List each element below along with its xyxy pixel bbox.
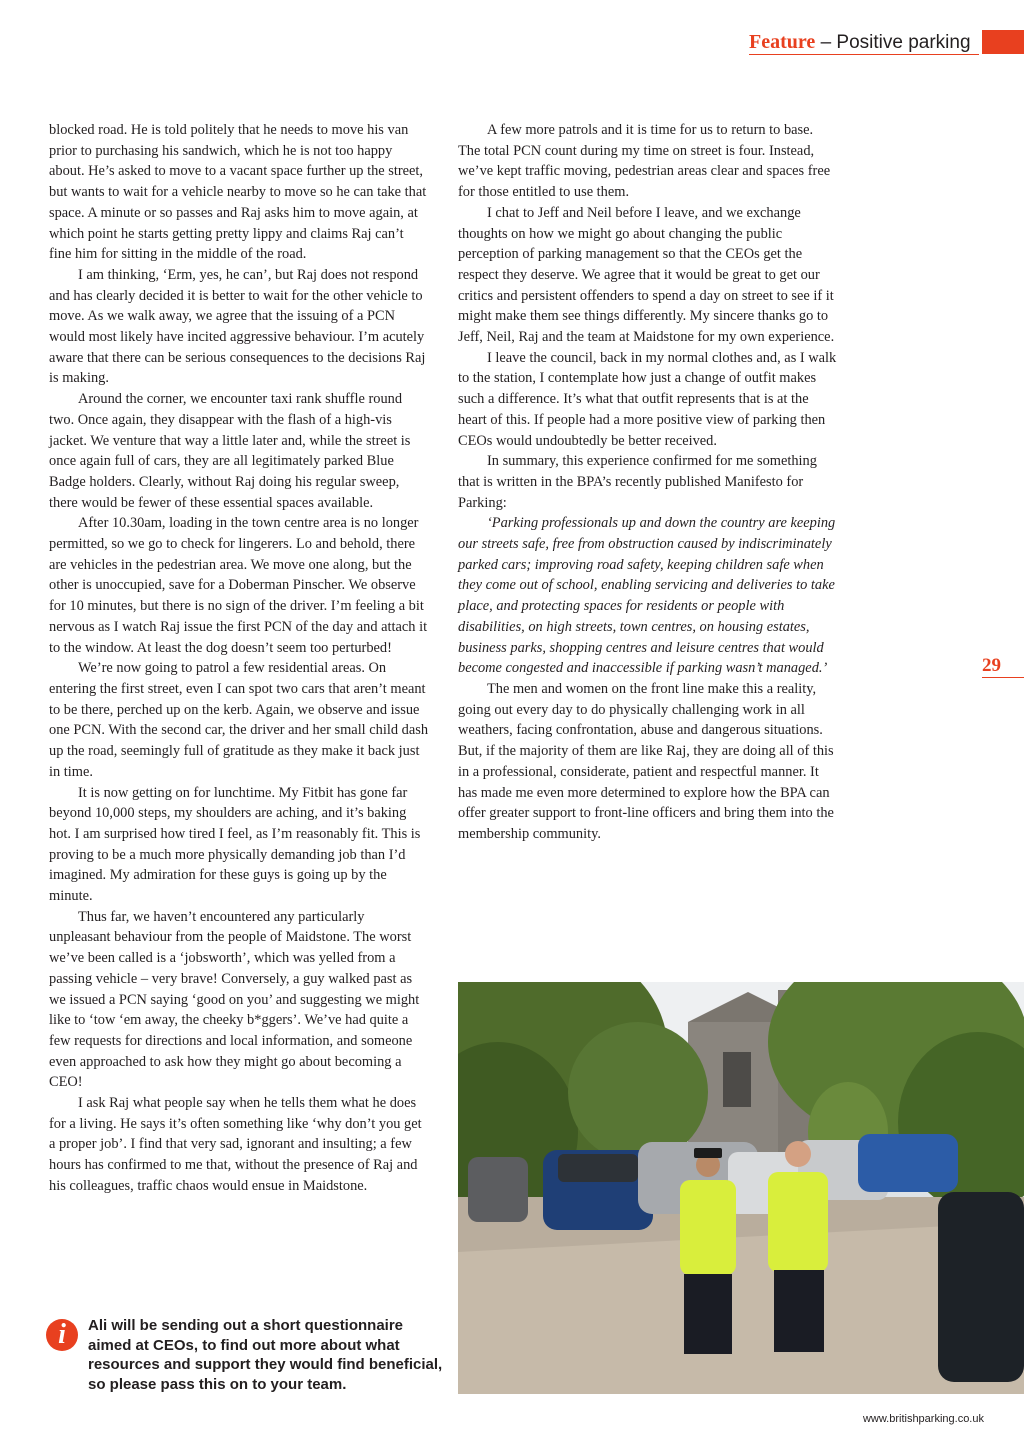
paragraph: I chat to Jeff and Neil before I leave, and we exchange thoughts on how we might go about changing the public perception of parking management so that the CEOs get the respect they deserve. We agree that it would be great to get our critics and persistent offenders to spend a day on street to see if it might make them see things differently. My sincere thanks go to Jeff, Neil, Raj and the team at Maidstone for my own experience. [458, 204, 835, 346]
paragraph: I leave the council, back in my normal clothes and, as I walk to the station, I contemplate how just a change of outfit makes such a difference. It’s what that outfit represents that is at the heart of this. If people had a more positive view of parking then CEOs would undoubtedly be better received. [458, 349, 837, 449]
manifesto-quote: ‘Parking professionals up and down the country are keeping our streets safe, free from obstruction caused by indiscriminately parked cars; improving road safety, keeping children safe when they come out of school, enabling servicing and deliveries to take place, and protecting spaces for residents or people with disabilities, on high streets, town centres, on housing estates, business parks, shopping centres and leisure centres that would become congested and inaccessible if parking wasn’t managed.’ [458, 515, 836, 677]
article-column-right [458, 120, 838, 845]
info-text: Ali will be sending out a short questionnaire aimed at CEOs, to find out more about what resources and support they would find beneficial, so please pass this on to your team. [88, 1317, 443, 1393]
paragraph: blocked road. He is told politely that he needs to move his van prior to purchasing his sandwich, which he is not too happy about. He’s asked to move to a vacant space further up the street, but wants to wait for a vehicle nearby to move so he can take that space. A minute or so passes and Raj asks him to move again, at which point he starts getting pretty lippy and claims Raj can’t fine him for sitting in the middle of the road. [49, 122, 427, 263]
section-kicker: Feature [749, 31, 816, 53]
article-photo [458, 982, 1024, 1394]
paragraph: I ask Raj what people say when he tells them what he does for a living. He says it’s often something like ‘why don’t you get a proper job’. I find that very sad, ignorant and insulting; a few hours has confirmed to me that, without the presence of Raj and his colleagues, traffic chaos would ensue in Maidstone. [49, 1095, 422, 1194]
paragraph: In summary, this experience confirmed for me something that is written in the BPA’s recently published Manifesto for Parking: [458, 453, 817, 511]
paragraph: Around the corner, we encounter taxi rank shuffle round two. Once again, they disappear with the flash of a high-vis jacket. We venture that way a little later and, while the street is once again full of cars, they are all legitimately parked Blue Badge holders. Clearly, without Raj doing his regular sweep, there would be fewer of these essential spaces available. [49, 391, 411, 511]
info-icon: i [46, 1319, 78, 1351]
page-header [749, 30, 979, 55]
paragraph: The men and women on the front line make this a reality, going out every day to do physically challenging work in all weathers, facing confrontation, abuse and dangerous situations. But, if the majority of them are like Raj, they are doing all of this in a professional, considerate, patient and respectful manner. It has made me even more determined to explore how the BPA can offer greater support to front-line officers and bring them into the membership community. [458, 680, 834, 842]
article-column-left [49, 120, 429, 1197]
paragraph: We’re now going to patrol a few residential areas. On entering the first street, even I can spot two cars that aren’t meant to be there, perched up on the kerb. Again, we observe and issue one PCN. With the second car, the driver and her small child dash up the road, seemingly full of gratitude as they make it back just in time. [49, 660, 429, 780]
paragraph: It is now getting on for lunchtime. My Fitbit has gone far beyond 10,000 steps, my shoulders are aching, and it’s baking hot. I am surprised how tired I feel, as I’m reasonably fit. This is proving to be a much more physically demanding job than I’d imagined. My admiration for these guys is going up by the minute. [49, 784, 421, 905]
section-title: – Positive parking [820, 32, 971, 53]
paragraph: After 10.30am, loading in the town centre area is no longer permitted, so we go to check for lingerers. Lo and behold, there are vehicles in the pedestrian area. We move one along, but the other is unoccupied, save for a Doberman Pinscher. We observe for 10 minutes, but there is no sign of the driver. I’m feeling a bit nervous as I watch Raj issue the first PCN of the day and attach it to the window. At least the dog doesn’t seem too perturbed! [49, 515, 428, 656]
info-box [46, 1316, 446, 1400]
header-accent-block [982, 30, 1024, 54]
paragraph: Thus far, we haven’t encountered any particularly unpleasant behaviour from the people of Maidstone. The worst we’ve been called is a ‘jobsworth’, which was yelled from a passing vehicle – very brave! Conversely, a guy walked past as we issued a PCN saying ‘good on you’ and suggesting we might like to ‘tow ‘em away, the cheeky b*ggers’. We’ve had quite a few requests for directions and local information, and someone even approached to ask how they might go about becoming a CEO! [49, 908, 420, 1091]
paragraph: A few more patrols and it is time for us to return to base. The total PCN count during my time on street is four. Instead, we’ve kept traffic moving, pedestrian areas clear and spaces free for those entitled to use them. [458, 122, 831, 201]
page-number: 29 [982, 655, 1024, 678]
paragraph: I am thinking, ‘Erm, yes, he can’, but Raj does not respond and has clearly decided it is better to wait for the other vehicle to move. As we walk away, we agree that the issuing of a PCN would most likely have incited aggressive behaviour. I’m acutely aware that there can be serious consequences to the decisions Raj is making. [49, 266, 426, 387]
footer-url[interactable]: www.britishparking.co.uk [862, 1413, 984, 1425]
